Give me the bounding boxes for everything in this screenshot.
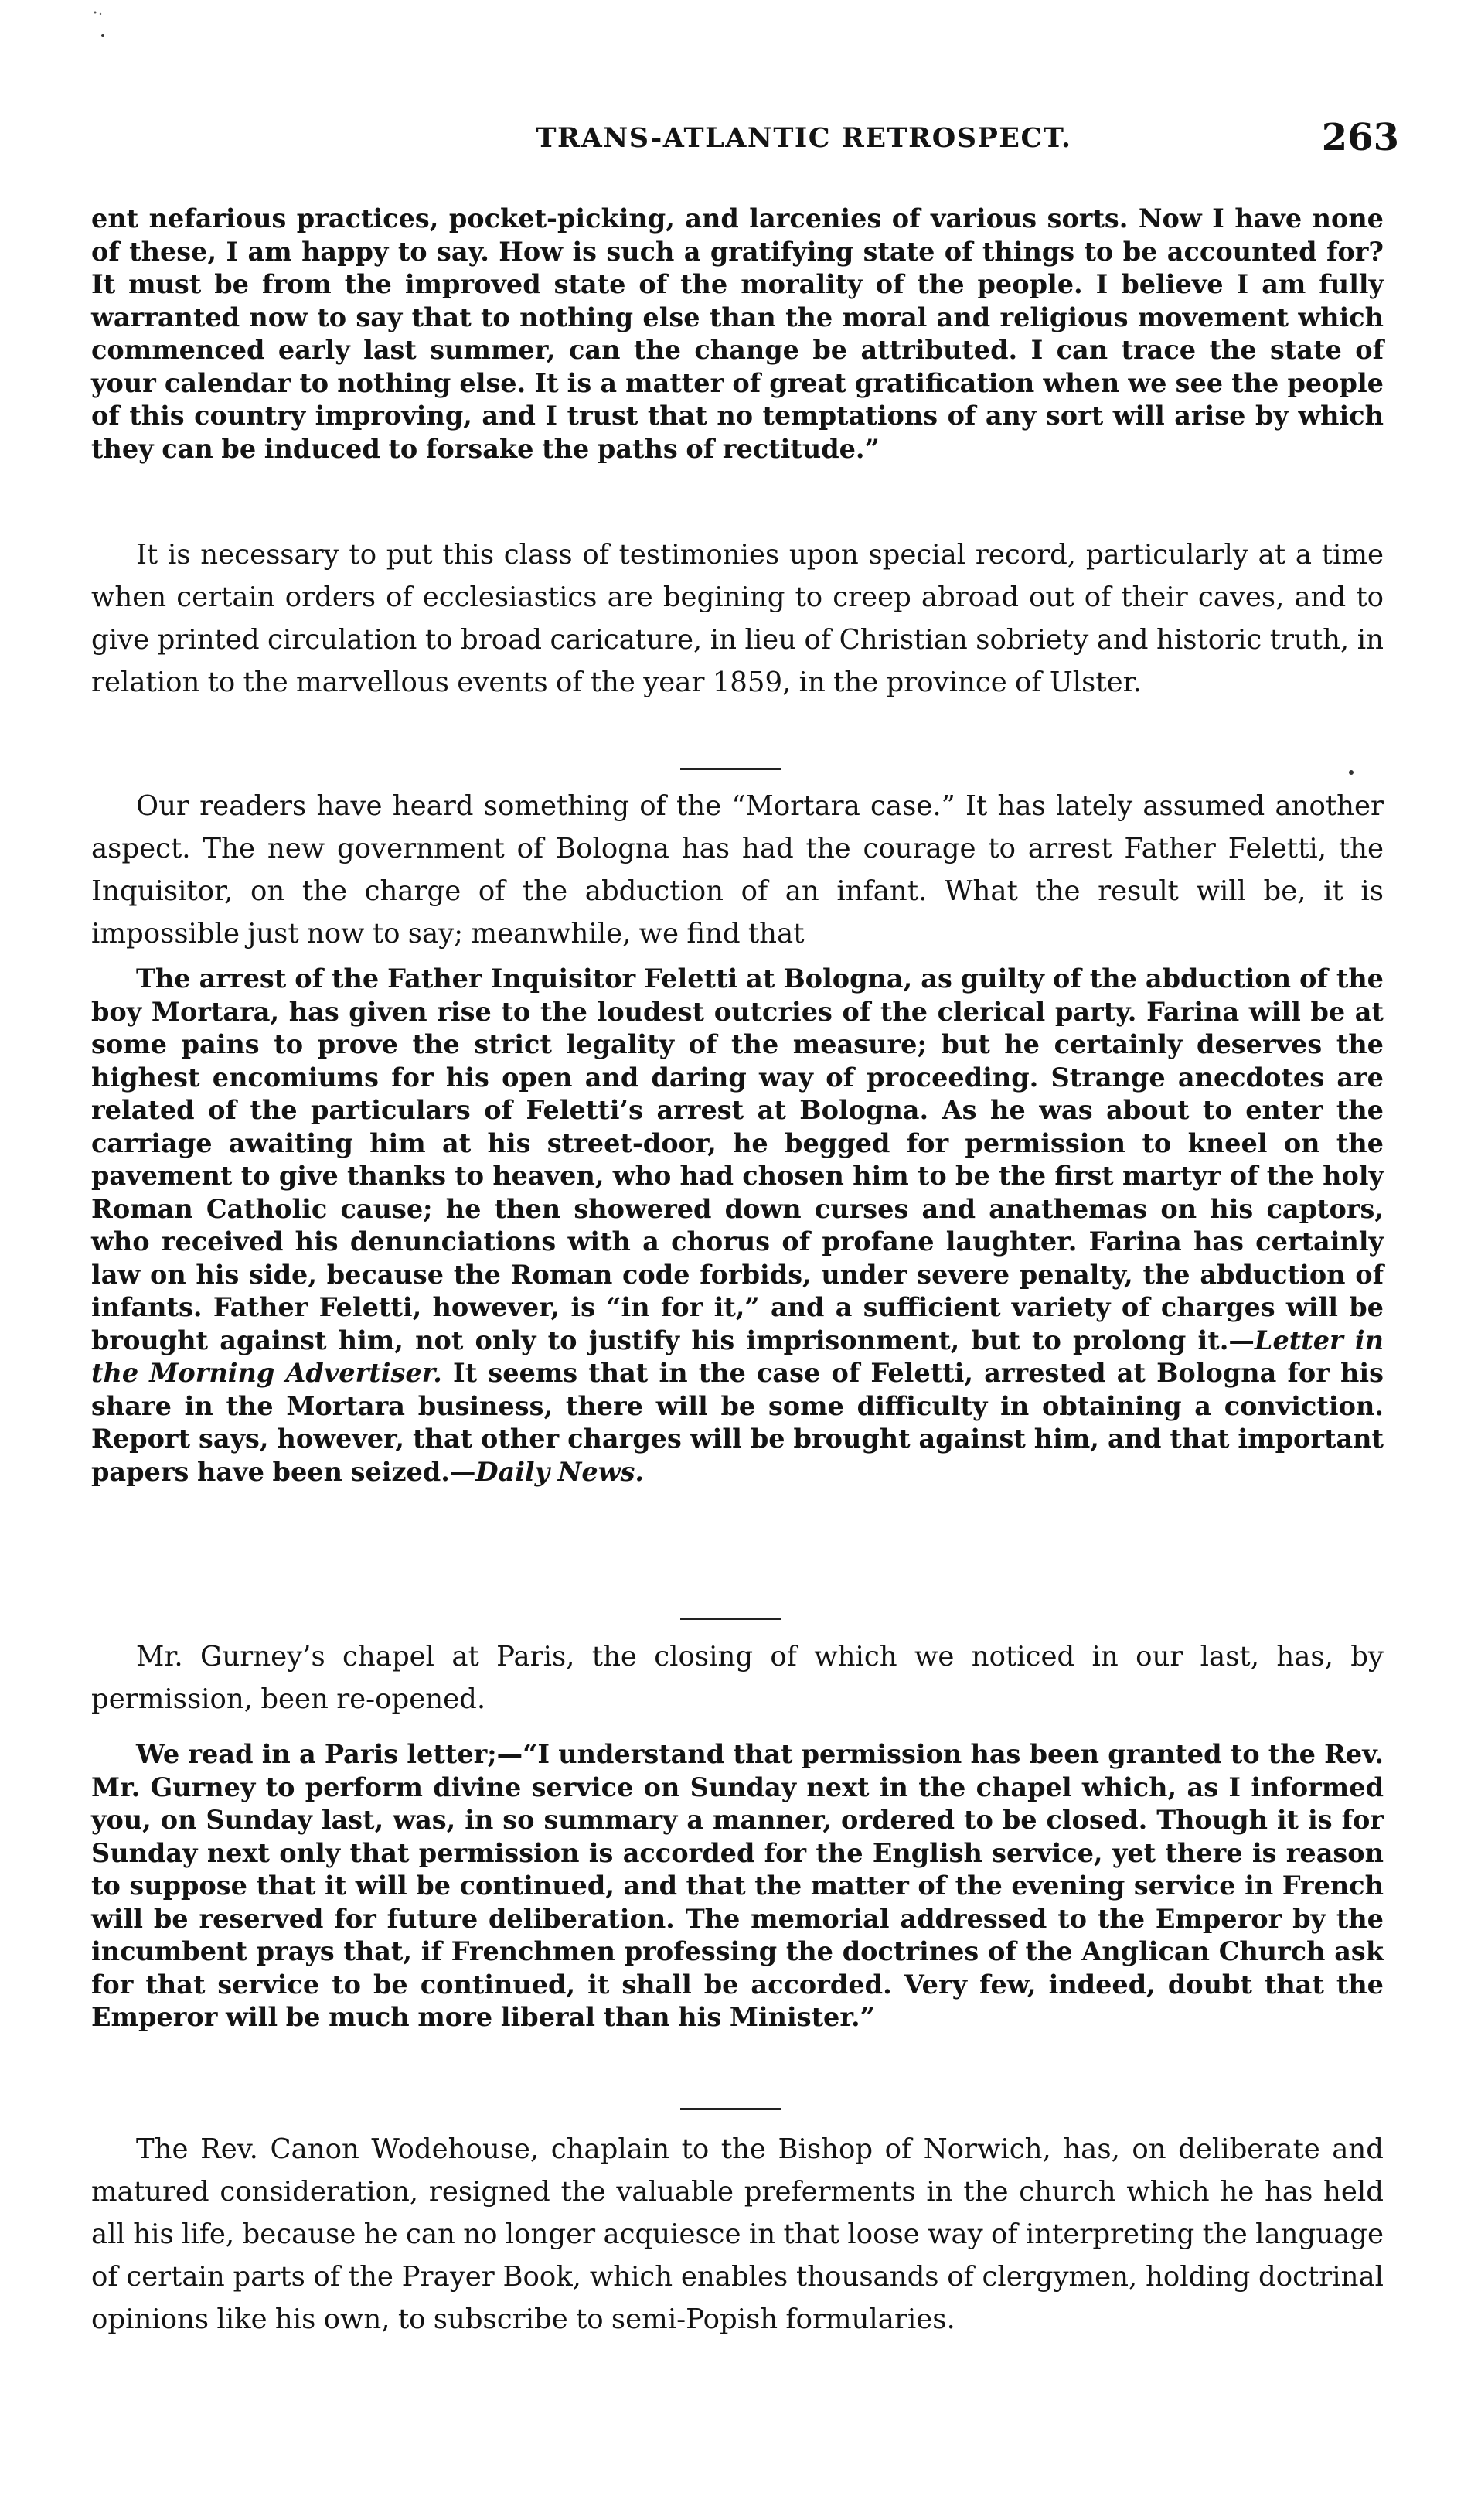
paragraph-continued-quote: ent nefarious practices, pocket-picking, and larcenies of various sorts. Now I have none of these, I am happy to say. How is such a gratifying state of things to be accounted for? It must be from the improved state of the morality of the people. I believe I am fully warranted now to say that to nothing else than the moral and religious movement which commenced early last summer, can the change be attributed. I can trace the state of your calendar to nothing else. It is a matter of great gratification when we see the people of this country improving, and I trust that no temptations of any sort will arise by which they can be induced to forsake the paths of rectitude.”	[91, 203, 1384, 464]
paragraph-paris-letter: We read in a Paris letter;—“I understand that permission has been granted to the Rev. Mr. Gurney to perform divine service on Sunday next in the chapel which, as I informed you, on Sunday last, was, in so summary a manner, ordered to be closed. Though it is for Sunday next only that permission is accorded for the English service, yet there is reason to suppose that it will be continued, and that the matter of the evening service in French will be reserved for future deliberation. The memorial addressed to the Emperor by the incumbent prays that, if Frenchmen professing the doctrines of the Anglican Church ask for that service to be continued, it shall be accorded. Very few, indeed, doubt that the Emperor will be much more liberal than his Minister.”	[91, 1739, 1384, 2032]
citation-daily-news: Daily News.	[475, 1456, 645, 1487]
scan-mark	[91, 9, 107, 40]
section-divider	[680, 1618, 781, 1620]
page-number: 263	[1321, 116, 1399, 159]
paragraph-canon-wodehouse: The Rev. Canon Wodehouse, chaplain to the Bishop of Norwich, has, on deliberate and matured consideration, resigned the valuable preferments in the church which he has held all his life, because he can no longer acquiesce in that loose way of interpreting the language of certain parts of the Prayer Book, which enables thousands of clergymen, holding doctrinal opinions like his own, to subscribe to semi-Popish formularies.	[91, 2133, 1384, 2335]
paragraph-mortara-intro: Our readers have heard something of the “Mortara case.” It has lately assumed another aspect. The new government of Bologna has had the courage to arrest Father Feletti, the Inquisitor, on the charge of the abduction of an infant. What the result will be, it is impossible just now to say; meanwhile, we find that	[91, 790, 1384, 950]
running-title: TRANS-ATLANTIC RETROSPECT.	[536, 122, 1072, 154]
quote-text: The arrest of the Father Inquisitor Feletti at Bologna, as guilty of the abduction of the boy Mortara, has given rise to the loudest outcries of the clerical party. Farina will be at some pains to prove the strict legality of the measure; but he certainly deserves the highest encomiums for his open and daring way of proceeding. Strange anecdotes are related of the particulars of Feletti’s arrest at Bologna. As he was about to enter the carriage awaiting him at his street-door, he begged for permission to kneel on the pavement to give thanks to heaven, who had chosen him to be the first martyr of the holy Roman Catholic cause; he then showered down curses and anathemas on his captors, who received his denunciations with a chorus of profane laughter. Farina has certainly law on his side, because the Roman code forbids, under severe penalty, the abduction of infants. Father Feletti, however, is “in for it,” and a sufficient variety of charges will be brought against him, not only to justify his imprisonment, but to prolong it.—	[91, 963, 1384, 1355]
paragraph-gurney-chapel: Mr. Gurney’s chapel at Paris, the closing of which we noticed in our last, has, by permission, been re-opened.	[91, 1641, 1384, 1715]
section-divider	[680, 2108, 781, 2110]
page-header	[85, 116, 1399, 162]
section-divider	[680, 768, 781, 770]
citation-morning-advertiser: Letter in the Morning Advertiser.	[91, 1325, 1384, 1388]
quote-text-continued: It seems that in the case of Feletti, arrested at Bologna for his share in the Mortara business, there will be some difficulty in obtaining a conviction. Report says, however, that other charges will be brought against him, and that important papers have been seized.—	[91, 1358, 1384, 1487]
paragraph-testimonies: It is necessary to put this class of testimonies upon special record, particularly at a time when certain orders of ecclesiastics are begining to creep abroad out of their caves, and to give printed circulation to broad caricature, in lieu of Christian sobriety and historic truth, in relation to the marvellous events of the year 1859, in the province of Ulster.	[91, 539, 1384, 698]
stray-mark	[1349, 770, 1354, 775]
paragraph-feletti-quote	[91, 963, 1384, 1488]
